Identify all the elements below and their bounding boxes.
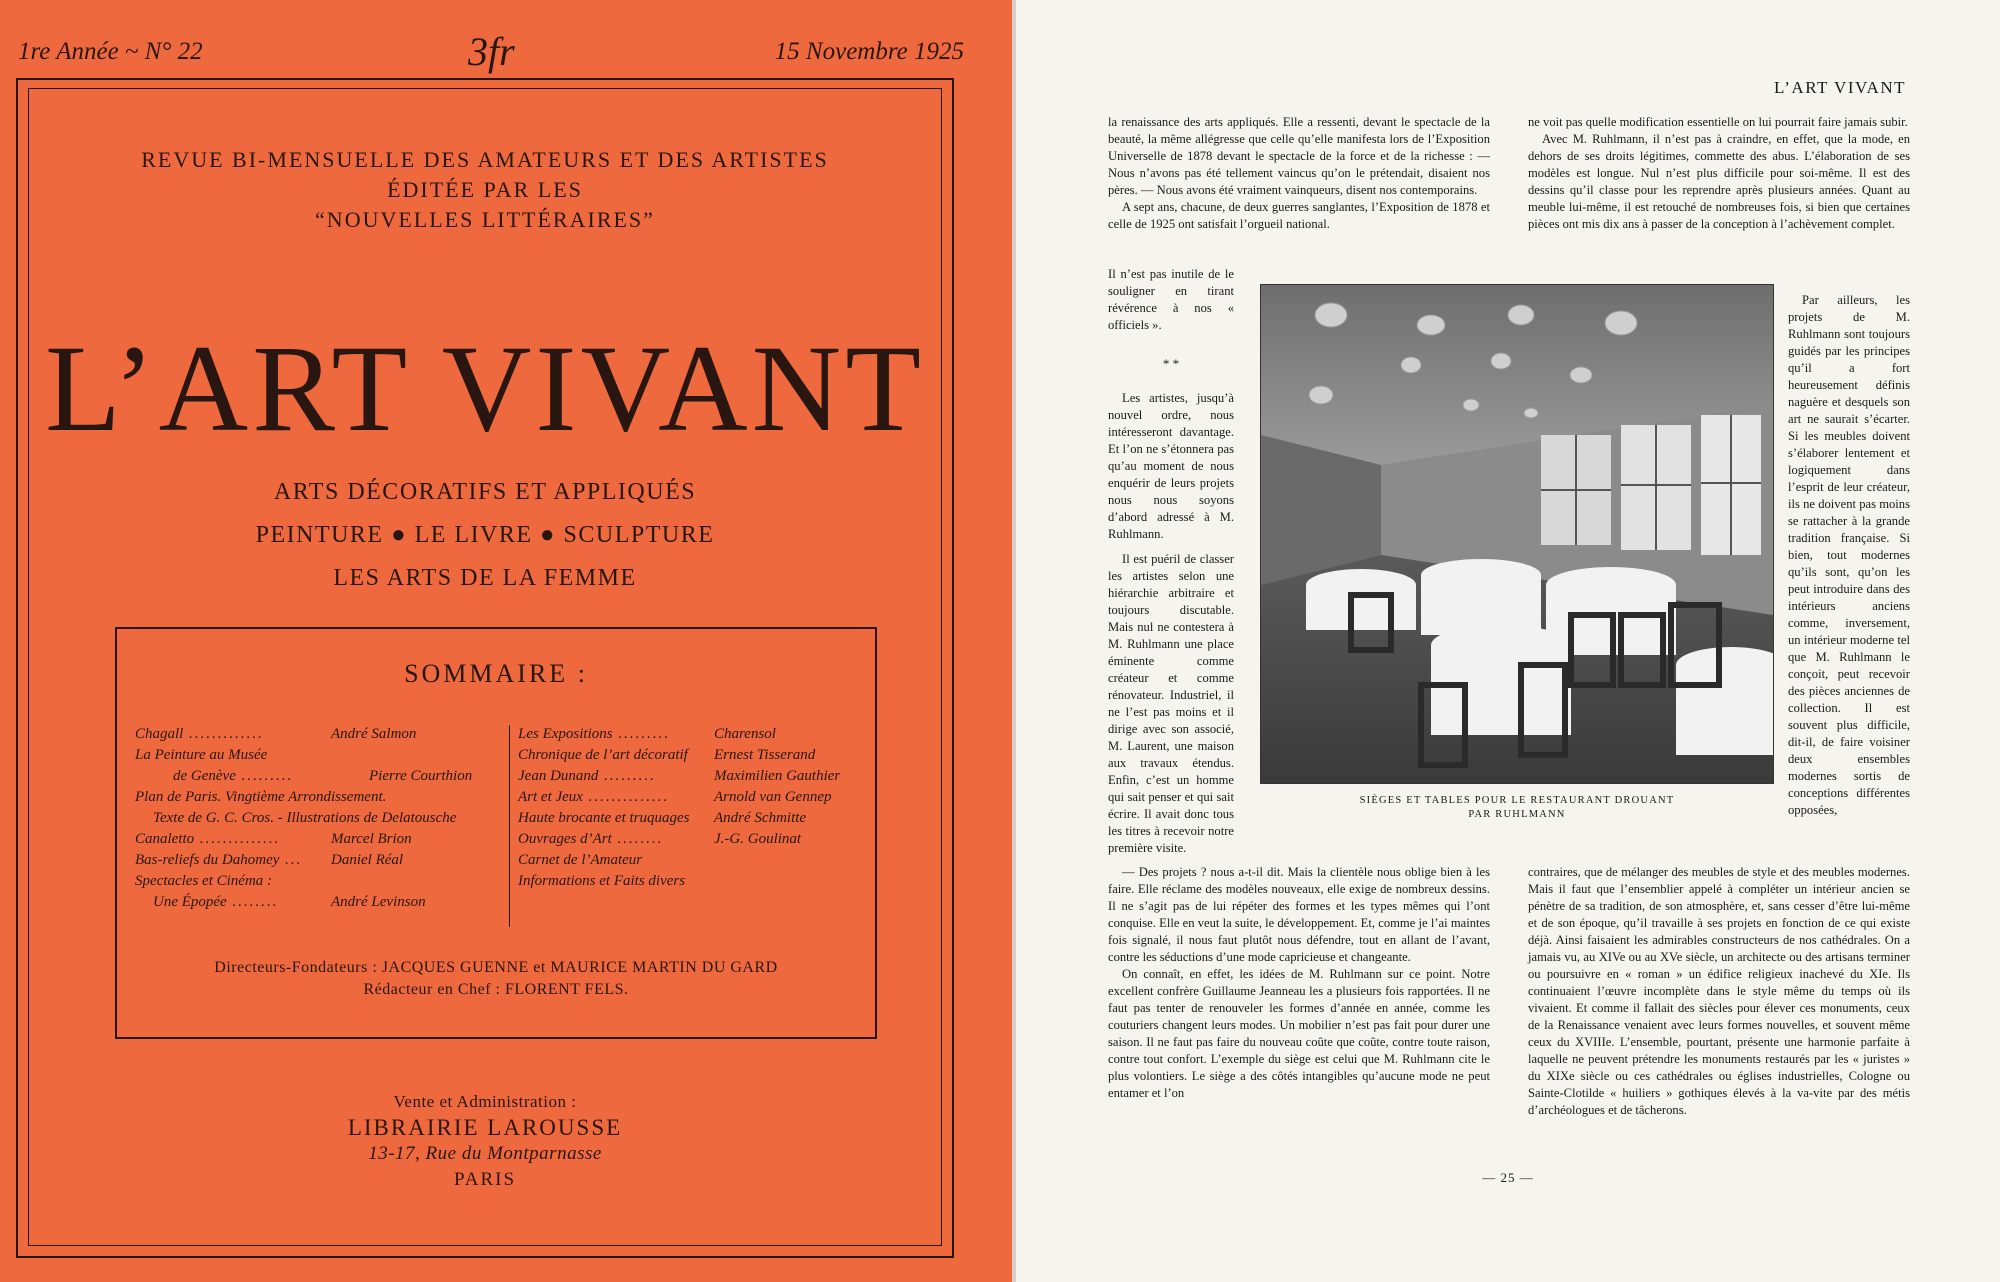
toc-entry: Chronique de l’art décoratif Ernest Tisserand	[518, 747, 816, 763]
column-a-top	[1108, 114, 1490, 233]
toc-entry: Bas-reliefs du Dahomey ... Daniel Réal	[135, 852, 404, 868]
toc-entry: Informations et Faits divers	[518, 873, 686, 889]
paragraph: ne voit pas quelle modification essentielle on lui pourrait faire jamais subir.	[1528, 115, 1908, 129]
toc-entry: Spectacles et Cinéma :	[135, 873, 273, 889]
toc-entry: Les Expositions ......... Charensol	[518, 726, 776, 742]
paragraph: Avec M. Ruhlmann, il n’est pas à craindre, en effet, que la mode, en dehors de ses droits légitimes, commette des abus. L’élaboration de ses modèles est longue. Nul n’est plus difficile pour soi-même. Il est des dessins qu’il classe pour les reprendre après plusieurs années. Quant au meuble lui-même, il est retouché de nombreuses fois, si bien que certaines pièces ont mis dix ans à passer de la conception à l’achèvement complet.	[1528, 132, 1910, 231]
subject-2: PEINTURE ● LE LIVRE ● SCULPTURE	[255, 522, 715, 548]
paragraph: On connaît, en effet, les idées de M. Ruhlmann sur ce point. Notre excellent confrère Guillaume Jeanneau les a plusieurs fois rapportées. Il ne faut pas tenter de renouveler les formes d’année en année, comme les couturiers changent leurs modes. Un mobilier n’est pas fait pour durer une saison. Il ne faut pas faire du nouveau coûte que coûte, contre toute raison, contre tout confort. L’exemple du siège est celui que M. Ruhlmann cite le plus volontiers. Le siège a des côtés intangibles qu’aucune mode ne peut entamer et l’on	[1108, 967, 1490, 1100]
toc-entry: Plan de Paris. Vingtième Arrondissement.	[135, 789, 387, 805]
page-number: — 25 —	[1482, 1170, 1534, 1185]
figure	[1260, 284, 1774, 820]
cover-frame-inner	[28, 88, 942, 1246]
redacteur: Rédacteur en Chef : FLORENT FELS.	[363, 981, 629, 998]
subjects	[29, 471, 941, 600]
caption-line-1: SIÈGES ET TABLES POUR LE RESTAURANT DROUANT	[1359, 795, 1675, 806]
column-b-bottom	[1528, 864, 1910, 1119]
toc-left-column	[135, 725, 497, 914]
paragraph: contraires, que de mélanger des meubles de style et des meubles modernes. Mais il faut que l’ensemblier appelé à compléter un intérieur ancien se pénètre de sa tradition, de son atmosphère, et, sans cesser d’être lui-même et de son époque, qu’il travaille à ses projets en fonction de ce qui existe déjà. Ainsi faisaient les admirables constructeurs de nos cathédrales. On a jamais vu, au XIVe ou au XVe siècle, un architecte ou des artisans terminer ou poursuivre en « roman » un édifice religieux inachevé du XIe. Ils continuaient l’œuvre incomplète dans le style même du temps où ils vivaient. Et comme il fallait des siècles pour élever ces monuments, ceux de la Renaissance venaient avec leurs formes nouvelles, et souvent même ceux du XVIIIe. L’ensemble, pourtant, présente une harmonie parfaite à laquelle ne peuvent prétendre les monuments restaurés par les « juristes » du XIXe siècle ou ces cathédrales ou églises industrielles, Cologne ou Sainte-Clotilde « huiliers » gothiques élevés à la va-vite par des métis d’archéologues et de tâcherons.	[1528, 865, 1910, 1117]
running-head: L’ART VIVANT	[1773, 78, 1906, 97]
toc-right-column	[509, 725, 869, 927]
toc-entry: Carnet de l’Amateur	[518, 852, 643, 868]
revue-line-1: REVUE BI-MENSUELLE DES AMATEURS ET DES ARTISTES	[141, 147, 829, 172]
paragraph: A sept ans, chacune, de deux guerres sanglantes, l’Exposition de 1878 et celle de 1925 ont satisfait l’orgueil national.	[1108, 200, 1490, 231]
column-a-narrow	[1108, 266, 1234, 857]
column-b-narrow	[1788, 292, 1910, 819]
figure-caption	[1260, 794, 1774, 822]
paragraph: Il n’est pas inutile de le souligner en tirant révérence à nos « officiels ».	[1108, 267, 1234, 332]
revue-line-2: ÉDITÉE PAR LES	[387, 177, 583, 202]
publisher-block	[29, 1089, 941, 1193]
paragraph: Par ailleurs, les projets de M. Ruhlmann sont toujours guidés par les principes qu’il a fort heureusement définis naguère et desquels son art ne saurait s’écarter. Si les meubles doivent s’élaborer lentement et logiquement dans l’esprit de leur créateur, ils ne doivent pas moins se rattacher à la grande tradition française. Si bien, tout modernes qu’ils sont, qu’on les peut introduire dans des intérieurs anciens comme, inversement, un intérieur moderne tel que M. Ruhlmann le conçoit, peut recevoir des pièces anciennes de collection. Il est souvent plus difficile, dit-il, de faire voisiner deux ensembles modernes sortis de conceptions différentes opposées,	[1788, 293, 1910, 817]
issue-number: 1re Année ~ N° 22	[18, 38, 203, 65]
toc-entry: Haute brocante et truquages André Schmitte	[518, 810, 807, 826]
toc-entry: Chagall ............. André Salmon	[135, 726, 417, 742]
toc-entry: Une Épopée ........ André Levinson	[153, 894, 426, 910]
section-stars: * *	[1162, 356, 1180, 371]
publisher-name: LIBRAIRIE LAROUSSE	[347, 1115, 623, 1140]
toc-entry: Texte de G. C. Cros. - Illustrations de Delatousche	[153, 810, 457, 826]
vente-label: Vente et Administration :	[393, 1092, 577, 1111]
magazine-title: L’ART VIVANT	[45, 320, 925, 457]
caption-line-2: PAR RUHLMANN	[1468, 809, 1566, 820]
cover-frame	[16, 78, 954, 1258]
toc-entry: La Peinture au Musée	[135, 747, 268, 763]
column-b-top	[1528, 114, 1910, 233]
issue-date: 15 Novembre 1925	[774, 38, 964, 65]
column-a-bottom	[1108, 864, 1490, 1102]
paragraph: Les artistes, jusqu’à nouvel ordre, nous intéresseront davantage. Et l’on ne s’étonnera pas qu’au moment de nous enquérir de leurs projets nous nous soyons d’abord adressé à M. Ruhlmann.	[1108, 391, 1234, 541]
sommaire-title: SOMMAIRE :	[404, 659, 588, 688]
publisher-address: 13-17, Rue du Montparnasse	[368, 1143, 602, 1164]
toc-entry: Jean Dunand ......... Maximilien Gauthier	[518, 768, 841, 784]
paragraph: la renaissance des arts appliqués. Elle a ressenti, devant le spectacle de la beauté, la même allégresse que celle qu’elle manifesta lors de l’Exposition Universelle de 1878 devant le spectacle de la force et de la richesse : — Nous n’avons pas été tellement vaincus qu’on le prétendait, disaient nos pères. — Nous avons été vraiment vainqueurs, disent nos contemporains.	[1108, 115, 1490, 197]
revue-line-3: “NOUVELLES LITTÉRAIRES”	[315, 207, 655, 232]
subject-3: LES ARTS DE LA FEMME	[333, 565, 637, 591]
directeurs: Directeurs-Fondateurs : JACQUES GUENNE et MAURICE MARTIN DU GARD	[214, 959, 778, 976]
cover-header	[18, 29, 964, 82]
paragraph: — Des projets ? nous a-t-il dit. Mais la clientèle nous oblige bien à les faire. Elle réclame des modèles nouveaux, elle exige de nombreux dessins. Il ne s’agit pas de lui répéter des formes et les types mêmes qui l’ont conquise. Elle en veut la suite, le développement. Et, comme je l’ai maintes fois signalé, il nous faut plutôt nous défendre, tout en allant de l’avant, contre les séductions d’une mode capricieuse et changeante.	[1108, 865, 1490, 964]
toc-entry: de Genève ......... Pierre Courthion	[173, 768, 473, 784]
table-of-contents	[115, 627, 877, 1039]
publisher-city: PARIS	[453, 1169, 517, 1190]
toc-entry: Ouvrages d’Art ........ J.-G. Goulinat	[518, 831, 802, 847]
restaurant-interior-image	[1261, 285, 1773, 783]
revue-subtitle	[29, 145, 941, 235]
toc-entry: Canaletto .............. Marcel Brion	[135, 831, 412, 847]
directors-credits	[117, 957, 875, 1001]
paragraph: Il est puéril de classer les artistes selon une hiérarchie arbitraire et toujours discutable. Mais nul ne contestera à M. Ruhlmann une place éminente comme créateur et comme rénovateur. Industriel, il ne l’est pas moins et il dirige avec son associé, M. Laurent, une maison aux travaux étendus. Enfin, c’est un homme qui sait penser et qui sait écrire. Il avait donc tous les titres à recevoir notre première visite.	[1108, 552, 1234, 855]
restaurant-photo	[1260, 284, 1774, 784]
subject-1: ARTS DÉCORATIFS ET APPLIQUÉS	[273, 479, 697, 505]
toc-entry: Art et Jeux .............. Arnold van Gennep	[518, 789, 832, 805]
article-page	[1016, 0, 2000, 1282]
price: 3fr	[468, 29, 515, 74]
